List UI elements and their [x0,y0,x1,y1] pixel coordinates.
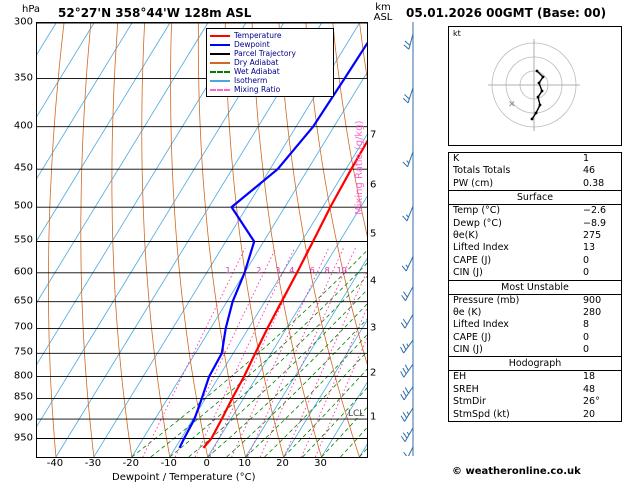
stats-value: 1 [583,153,590,164]
temperature-tick: -10 [160,458,177,469]
stats-value: 46 [583,165,596,177]
stats-row [449,205,621,217]
legend-label: Isotherm [234,76,268,85]
stats-row [449,371,621,383]
wind-barb-column [400,22,426,456]
temperature-tick: -40 [46,458,64,469]
height-tick: 4 [370,275,377,287]
mixing-ratio-value: 2 [256,265,262,275]
pressure-tick: 300 [13,16,33,28]
pressure-tick: 800 [13,370,33,382]
temperature-tick: 10 [238,458,251,469]
stats-section-title: Most Unstable [449,280,621,295]
temperature-tick: 30 [314,458,327,469]
mixing-ratio-value: 4 [289,265,295,275]
temperature-tick: 20 [276,458,289,469]
stats-value: 48 [583,383,596,395]
svg-text:✕: ✕ [508,100,516,110]
height-tick: 5 [370,228,377,240]
stats-row [449,153,621,165]
legend-item [210,40,330,49]
height-tick: 1 [370,411,377,423]
stats-value: 8 [583,319,590,331]
height-tick: 3 [370,322,377,334]
stats-row [449,242,621,254]
stats-value: 0 [583,331,590,343]
stats-label: CIN (J) [453,344,483,356]
stats-label: θe (K) [453,306,482,318]
mixing-ratio-value: 10 [336,265,347,275]
height-tick: 6 [370,179,377,191]
legend [206,28,334,97]
asl-label: ASL [373,12,393,23]
hodograph-unit-label: kt [453,29,461,38]
height-tick: 2 [370,367,377,379]
stats-value: −8.9 [583,217,607,229]
legend-swatch [210,44,230,46]
stats-row [449,267,621,279]
pressure-tick: 850 [13,391,33,403]
stats-group [449,295,621,357]
stats-row [449,396,621,408]
legend-item [210,85,330,94]
x-axis-title: Dewpoint / Temperature (°C) [112,472,256,483]
legend-item [210,58,330,67]
stats-group [449,371,621,421]
stats-row [449,332,621,344]
stats-label: Lifted Index [453,319,509,331]
temperature-tick: -20 [122,458,139,469]
mixing-ratio-value: 3 [275,265,281,275]
stats-value: 26° [583,396,600,408]
stats-row [449,384,621,396]
stats-group [449,205,621,279]
run-title: 05.01.2026 00GMT (Base: 00) [406,6,607,20]
pressure-tick: 900 [13,412,33,424]
mixing-ratio-value: 1 [225,265,231,275]
stats-row [449,230,621,242]
stats-label: Lifted Index [453,242,509,254]
pressure-tick: 400 [13,120,33,132]
stats-label: Dewp (°C) [453,217,502,229]
pressure-tick: 450 [13,162,33,174]
legend-label: Dewpoint [234,40,270,49]
stats-row [449,255,621,267]
stats-label: Totals Totals [453,165,511,177]
pressure-tick: 550 [13,234,33,246]
stats-value: 280 [583,306,602,318]
legend-swatch [210,89,230,91]
stats-row [449,319,621,331]
legend-item [210,67,330,76]
lcl-marker-label: LCL [348,409,365,419]
legend-label: Dry Adiabat [234,58,279,67]
wind-barb-canvas [400,22,426,456]
legend-swatch [210,53,230,55]
stats-value: 275 [583,229,602,241]
height-axis-unit [370,3,396,23]
stats-row [449,307,621,319]
stats-label: StmSpd (kt) [453,408,510,420]
pressure-tick: 750 [13,346,33,358]
stats-row [449,218,621,230]
stats-label: PW (cm) [453,177,494,189]
pressure-tick: 650 [13,295,33,307]
height-tick: 7 [370,129,377,141]
legend-swatch [210,35,230,37]
pressure-tick: 500 [13,200,33,212]
pressure-axis-unit: hPa [22,4,41,15]
stats-value: −2.6 [583,205,607,217]
mixing-ratio-value: 6 [309,265,315,275]
stats-label: CAPE (J) [453,254,492,266]
legend-swatch [210,71,230,73]
stats-row [449,409,621,421]
stats-label: StmDir [453,396,486,408]
pressure-tick: 600 [13,266,33,278]
credit-label: © weatheronline.co.uk [452,466,581,477]
stats-value: 900 [583,294,602,306]
legend-item [210,31,330,40]
legend-label: Wet Adiabat [234,67,280,76]
mixing-ratio-axis-title: Mixing Ratio (g/kg) [354,120,365,215]
stats-label: SREH [453,383,479,395]
stats-row [449,295,621,307]
legend-item [210,49,330,58]
legend-swatch [210,62,230,64]
stats-panel [448,152,622,422]
stats-value: 0 [583,344,590,356]
temperature-tick: -30 [84,458,102,469]
pressure-tick: 700 [13,321,33,333]
hodograph-panel [448,26,622,146]
stats-row [449,165,621,177]
stats-label: Temp (°C) [453,205,501,217]
stats-label: CAPE (J) [453,331,492,343]
stats-label: K [453,153,460,164]
stats-value: 0.38 [583,177,605,189]
pressure-tick: 350 [13,72,33,84]
stats-value: 0 [583,267,590,279]
stats-value: 0 [583,254,590,266]
stats-label: Pressure (mb) [453,294,520,306]
temperature-tick: 0 [203,458,210,469]
pressure-tick: 950 [13,432,33,443]
stats-section-title: Hodograph [449,356,621,371]
stats-value: 18 [583,371,596,383]
legend-label: Mixing Ratio [234,85,281,94]
station-title: 52°27'N 358°44'W 128m ASL [58,6,252,20]
km-label: km [375,2,391,13]
stats-row [449,178,621,190]
stats-section-title: Surface [449,190,621,205]
stats-label: θe(K) [453,229,479,241]
legend-swatch [210,80,230,82]
stats-value: 20 [583,408,596,420]
stats-group [449,153,621,190]
hodograph-canvas [449,27,619,143]
stats-label: CIN (J) [453,267,483,279]
legend-label: Temperature [234,31,282,40]
legend-label: Parcel Trajectory [234,49,296,58]
legend-item [210,76,330,85]
stats-label: EH [453,371,467,383]
stats-row [449,344,621,356]
stats-value: 13 [583,242,596,254]
mixing-ratio-value: 8 [324,265,330,275]
